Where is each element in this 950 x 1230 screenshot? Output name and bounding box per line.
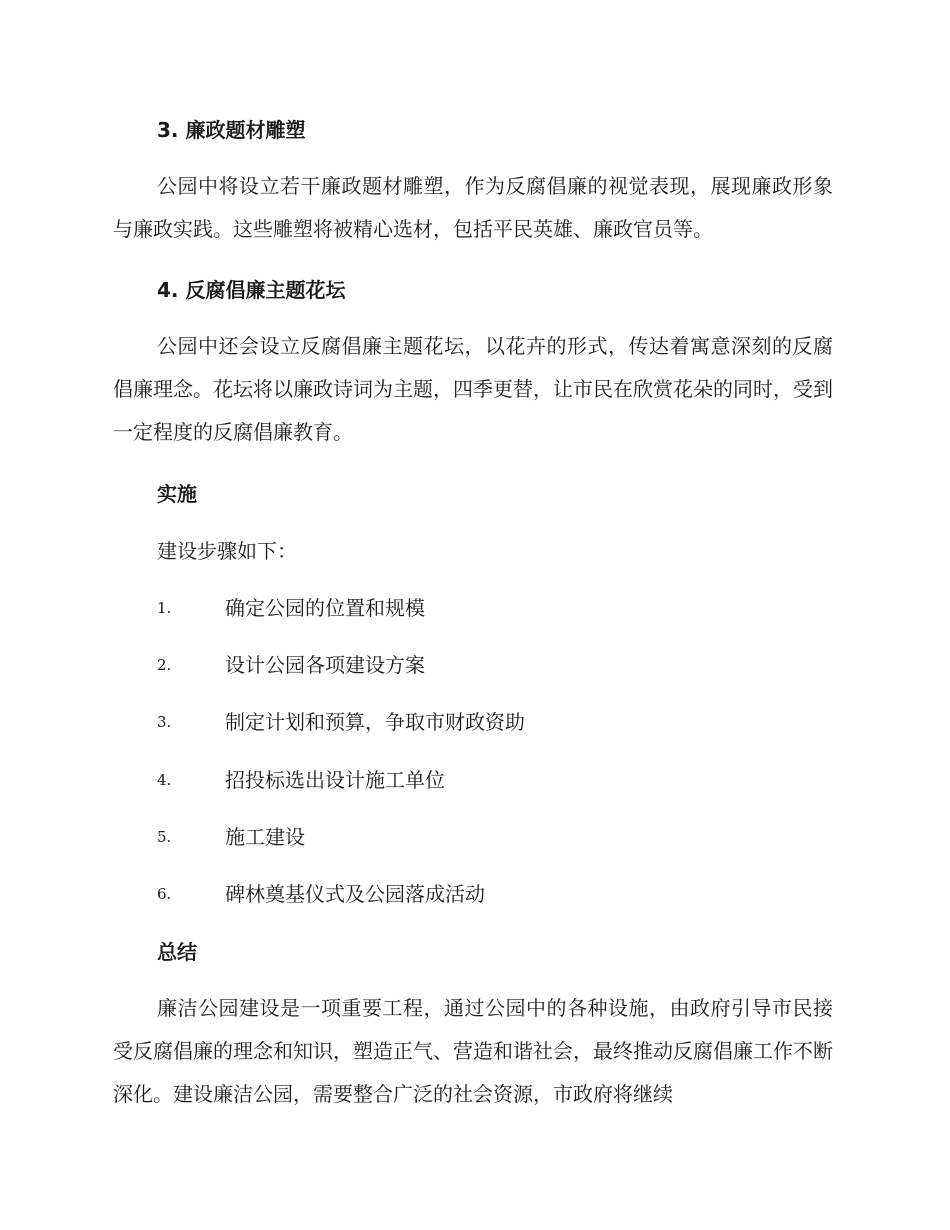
paragraph-flowerbed: 公园中还会设立反腐倡廉主题花坛，以花卉的形式，传达着寓意深刻的反腐倡廉理念。花坛将以廉政诗词为主题，四季更替，让市民在欣赏花朵的同时，受到一定程度的反腐倡廉教育。	[113, 334, 833, 444]
paragraph-sculptures: 公园中将设立若干廉政题材雕塑，作为反腐倡廉的视觉表现，展现廉政形象与廉政实践。这些雕塑将被精心选材，包括平民英雄、廉政官员等。	[113, 174, 833, 241]
list-item	[157, 766, 817, 794]
list-item-text: 施工建设	[225, 825, 305, 849]
list-item-text: 制定计划和预算，争取市财政资助	[225, 710, 525, 734]
list-item	[157, 594, 817, 622]
list-item	[157, 823, 817, 851]
steps-intro: 建设步骤如下：	[157, 539, 297, 563]
list-item-text: 确定公园的位置和规模	[225, 596, 425, 620]
section-heading-sculptures: 3. 廉政题材雕塑	[157, 118, 306, 142]
list-item	[157, 651, 817, 679]
list-item-text: 碑林奠基仪式及公园落成活动	[225, 882, 485, 906]
list-item-number: 3.	[157, 713, 172, 731]
list-item-text: 设计公园各项建设方案	[225, 653, 425, 677]
list-item	[157, 708, 817, 736]
list-item-number: 4.	[157, 771, 172, 789]
list-item-number: 2.	[157, 656, 172, 674]
list-item-text: 招投标选出设计施工单位	[225, 768, 445, 792]
list-item-number: 5.	[157, 828, 172, 846]
paragraph-summary: 廉洁公园建设是一项重要工程，通过公园中的各种设施，由政府引导市民接受反腐倡廉的理念和知识，塑造正气、营造和谐社会，最终推动反腐倡廉工作不断深化。建设廉洁公园，需要整合广泛的社会资源，市政府将继续	[113, 996, 833, 1106]
list-item	[157, 880, 817, 908]
section-heading-summary: 总结	[157, 940, 197, 964]
section-heading-flowerbed: 4. 反腐倡廉主题花坛	[157, 278, 346, 302]
list-item-number: 1.	[157, 599, 172, 617]
list-item-number: 6.	[157, 885, 172, 903]
section-heading-implementation: 实施	[157, 482, 197, 506]
